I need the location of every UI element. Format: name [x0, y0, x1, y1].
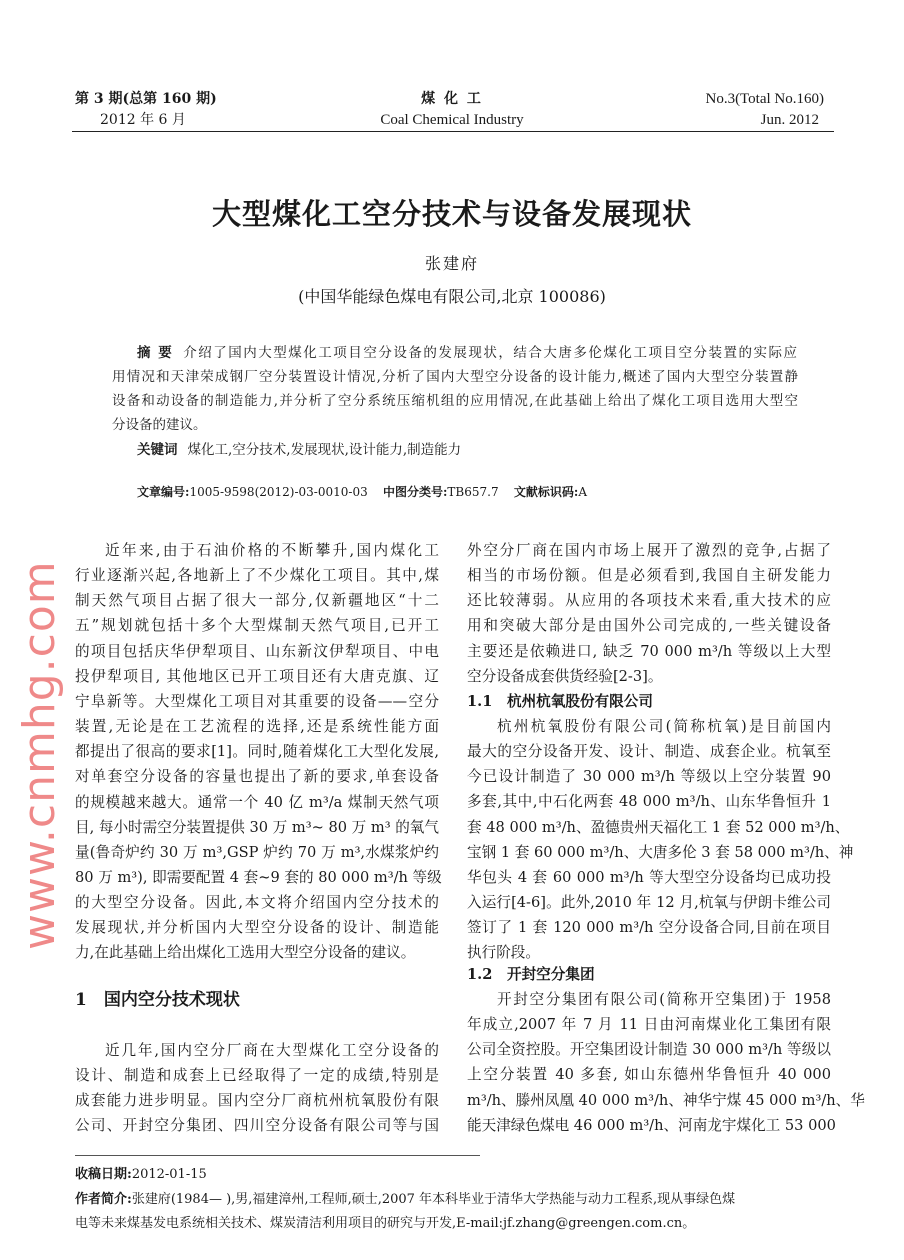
body-text-line: 力,在此基础上给出煤化工选用大型空分设备的建议。: [75, 944, 416, 962]
body-text-line: 外空分厂商在国内市场上展开了激烈的竞争,占据了: [467, 542, 831, 559]
body-text-line: 设计、制造和成套上已经取得了一定的成绩,特别是: [75, 1067, 439, 1085]
keywords-label: 关键词: [137, 442, 178, 458]
keywords-text: 煤化工,空分技术,发展现状,设计能力,制造能力: [187, 442, 462, 458]
author-bio-line: [75, 1191, 735, 1209]
bio-label: 作者简介:: [75, 1192, 132, 1207]
article-author: 张建府: [424, 254, 479, 273]
body-text-line: 公司全资控股。开空集团设计制造 30 000 m³/h 等级以: [467, 1041, 831, 1059]
body-text-line: 对单套空分设备的容量也提出了新的要求,单套设备: [75, 768, 439, 786]
article-title: 大型煤化工空分技术与设备发展现状: [211, 197, 692, 231]
body-text-line: 成套能力进步明显。国内空分厂商杭州杭氧股份有限: [75, 1092, 439, 1110]
body-text-line: 杭州杭氧股份有限公司(简称杭氧)是目前国内: [497, 718, 831, 735]
body-text-line: 近几年,国内空分厂商在大型煤化工空分设备的: [105, 1042, 439, 1059]
abstract-line: 用情况和天津荣成钢厂空分装置设计情况,分析了国内大型空分设备的设计能力,概述了国内大型空分装置静: [112, 369, 798, 385]
body-text-line: 执行阶段。: [467, 944, 540, 962]
body-text-line: 年成立,2007 年 7 月 11 日由河南煤业化工集团有限: [467, 1016, 831, 1034]
body-text-line: 入运行[4-6]。此外,2010 年 12 月,杭氧与伊朗卡维公司: [467, 894, 831, 912]
issue-number-cn: 第 3 期(总第 160 期): [75, 91, 217, 107]
body-text-line: 开封空分集团有限公司(简称开空集团)于 1958: [497, 991, 831, 1008]
keywords-line: [137, 440, 797, 460]
bio-text: 张建府(1984— ),男,福建漳州,工程师,硕士,2007 年本科毕业于清华大学热能与动力工程系,现从事绿色煤: [131, 1192, 736, 1207]
body-text-line: 的规模越来越大。通常一个 40 亿 m³/a 煤制天然气项: [75, 793, 439, 811]
body-text-line: m³/h、滕州凤凰 40 000 m³/h、神华宁煤 45 000 m³/h、华: [467, 1091, 865, 1109]
clc-label: 中图分类号:: [382, 485, 448, 499]
body-text-line: 近年来,由于石油价格的不断攀升,国内煤化工: [105, 542, 439, 559]
footnote-rule: [75, 1155, 480, 1156]
section-heading: 1 国内空分技术现状: [75, 990, 240, 1010]
abstract-line: 设备和动设备的制造能力,并分析了空分系统压缩机组的应用情况,在此基础上给出了煤化工项目选用大型空: [112, 393, 798, 409]
body-text-line: 制天然气项目占据了很大一部分,仅新疆地区“十二: [75, 592, 439, 610]
abstract-line: [137, 343, 797, 363]
journal-name-en: Coal Chemical Industry: [380, 112, 524, 128]
body-text-line: 装置,无论是在工艺流程的选择,还是系统性能方面: [75, 718, 439, 736]
section-heading: 1.1 杭州杭氧股份有限公司: [467, 693, 653, 710]
author-affiliation: (中国华能绿色煤电有限公司,北京 100086): [298, 287, 606, 306]
watermark: www.cnmhg.com: [14, 560, 65, 950]
body-text-line: 80 万 m³), 即需要配置 4 套~9 套的 80 000 m³/h 等级: [75, 868, 442, 886]
body-text-line: 相当的市场份额。但是必须看到,我国自主研发能力: [467, 567, 831, 585]
abstract-text: 介绍了国内大型煤化工项目空分设备的发展现状，结合大唐多伦煤化工项目空分装置的实际应: [183, 345, 798, 361]
body-text-line: 发展现状,并分析国内大型空分设备的设计、制造能: [75, 919, 439, 937]
body-text-line: 目, 每小时需空分装置提供 30 万 m³~ 80 万 m³ 的氧气: [75, 818, 439, 836]
received-value: 2012-01-15: [131, 1167, 207, 1182]
body-text-line: 还比较薄弱。从应用的各项技术来看,重大技术的应: [467, 592, 831, 610]
body-text-line: 的大型空分设备。因此,本文将介绍国内空分技术的: [75, 894, 439, 912]
body-text-line: 主要还是依赖进口, 缺乏 70 000 m³/h 等级以上大型: [467, 642, 831, 660]
body-text-line: 宁阜新等。大型煤化工项目对其重要的设备——空分: [75, 692, 439, 710]
body-text-line: 行业逐渐兴起,各地新上了不少煤化工项目。其中,煤: [75, 567, 439, 585]
issue-date-cn: 2012 年 6 月: [100, 112, 186, 128]
received-date: [75, 1166, 207, 1184]
body-text-line: 的项目包括庆华伊犁项目、山东新汶伊犁项目、中电: [75, 642, 439, 660]
article-no: 1005-9598(2012)-03-0010-03: [189, 485, 368, 499]
body-text-line: 用和突破大部分是由国外公司完成的,一些关键设备: [467, 617, 831, 635]
doc-code-label: 文献标识码:: [513, 485, 579, 499]
section-heading: 1.2 开封空分集团: [467, 966, 595, 983]
body-text-line: 投伊犁项目, 其他地区已开工项目还有大唐克旗、辽: [75, 667, 439, 685]
article-no-label: 文章编号:: [137, 485, 190, 499]
header-rule: [72, 131, 834, 132]
body-text-line: 套 48 000 m³/h、盈德贵州天福化工 1 套 52 000 m³/h、: [467, 818, 850, 836]
received-label: 收稿日期:: [75, 1167, 132, 1182]
issue-number-en: No.3(Total No.160): [705, 91, 824, 107]
issue-date-en: Jun. 2012: [760, 112, 819, 128]
body-text-line: 华包头 4 套 60 000 m³/h 等大型空分设备均已成功投: [467, 868, 831, 886]
author-bio-line: 电等未来煤基发电系统相关技术、煤炭清洁利用项目的研究与开发,E-mail:jf.zhang@greengen.com.cn。: [75, 1216, 696, 1231]
doc-code: A: [578, 485, 587, 499]
body-text-line: 最大的空分设备开发、设计、制造、成套企业。杭氧至: [467, 743, 831, 761]
abstract-label: 摘 要: [137, 345, 174, 361]
article-identifiers: [137, 484, 587, 500]
body-text-line: 宝钢 1 套 60 000 m³/h、大唐多伦 3 套 58 000 m³/h、神: [467, 843, 854, 861]
body-text-line: 多套,其中,中石化两套 48 000 m³/h、山东华鲁恒升 1: [467, 793, 831, 811]
body-text-line: 空分设备成套供货经验[2-3]。: [467, 667, 663, 685]
body-text-line: 公司、开封空分集团、四川空分设备有限公司等与国: [75, 1117, 439, 1135]
body-text-line: 今已设计制造了 30 000 m³/h 等级以上空分装置 90: [467, 768, 831, 786]
body-text-line: 五”规划就包括十多个大型煤制天然气项目,已开工: [75, 617, 439, 635]
body-text-line: 都提出了很高的要求[1]。同时,随着煤化工大型化发展,: [75, 743, 439, 761]
body-text-line: 量(鲁奇炉约 30 万 m³,GSP 炉约 70 万 m³,水煤浆炉约: [75, 843, 439, 861]
abstract-line: 分设备的建议。: [112, 417, 207, 433]
body-text-line: 能天津绿色煤电 46 000 m³/h、河南龙宇煤化工 53 000: [467, 1116, 836, 1134]
body-text-line: 上空分装置 40 多套, 如山东德州华鲁恒升 40 000: [467, 1066, 831, 1084]
journal-name-cn: 煤 化 工: [421, 91, 483, 107]
body-text-line: 签订了 1 套 120 000 m³/h 空分设备合同,目前在项目: [467, 919, 831, 937]
clc-number: TB657.7: [447, 485, 499, 499]
